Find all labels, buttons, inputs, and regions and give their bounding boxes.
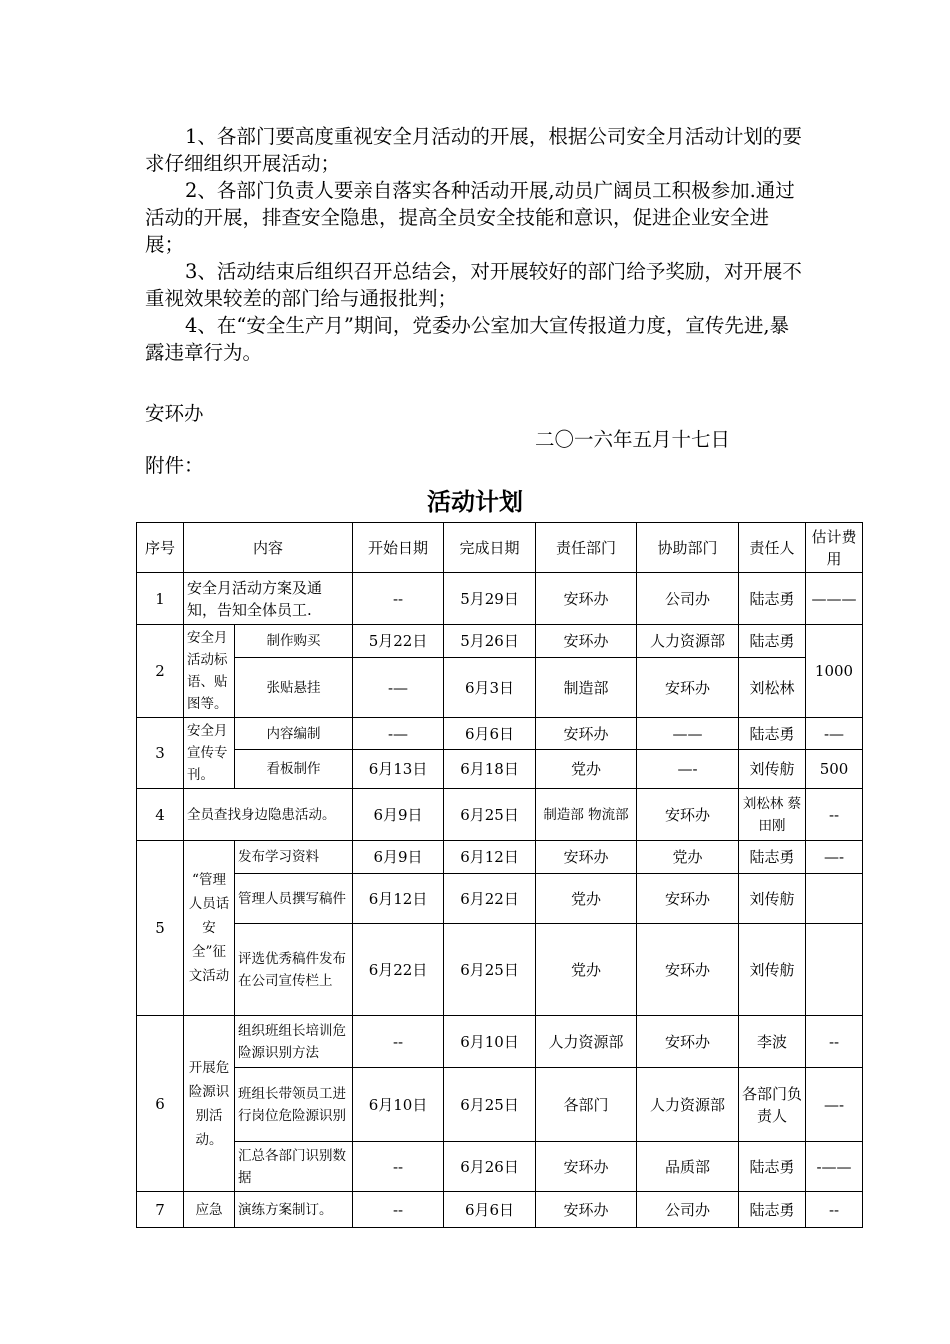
cell-resp-dept: 人力资源部 [536, 1016, 637, 1068]
cell-cost: 500 [806, 750, 863, 789]
cell-assist-dept: 安环办 [637, 658, 739, 718]
cell-person: 陆志勇 [739, 1142, 806, 1192]
paragraph-1: 1、各部门要高度重视安全月活动的开展，根据公司安全月活动计划的要求仔细组织开展活动； [145, 125, 802, 175]
cell-start: 6月9日 [353, 841, 444, 874]
cell-assist-dept: 安环办 [637, 874, 739, 924]
signature-dept: 安环办 [145, 402, 204, 425]
cell-seq: 6 [137, 1016, 184, 1192]
cell-person: 刘传舫 [739, 924, 806, 1016]
cell-assist-dept: 人力资源部 [637, 1068, 739, 1142]
cell-start: -- [353, 1016, 444, 1068]
cell-assist-dept: 公司办 [637, 573, 739, 625]
cell-resp-dept: 党办 [536, 874, 637, 924]
cell-cost: ——— [806, 573, 863, 625]
cell-person: 各部门负责人 [739, 1068, 806, 1142]
cell-resp-dept: 安环办 [536, 718, 637, 750]
cell-seq: 5 [137, 841, 184, 1016]
table-row [137, 789, 863, 841]
cell-content: 安全月活动方案及通知，告知全体员工. [184, 573, 353, 625]
header-start: 开始日期 [353, 523, 444, 573]
cell-start: 6月10日 [353, 1068, 444, 1142]
cell-finish: 6月25日 [444, 924, 536, 1016]
table-row [137, 625, 863, 658]
cell-cost: -- [806, 789, 863, 841]
cell-resp-dept: 安环办 [536, 573, 637, 625]
table-row [137, 924, 863, 1016]
cell-resp-dept: 安环办 [536, 1192, 637, 1228]
table-row [137, 874, 863, 924]
cell-resp-dept: 安环办 [536, 1142, 637, 1192]
cell-finish: 5月29日 [444, 573, 536, 625]
header-finish: 完成日期 [444, 523, 536, 573]
cell-cost [806, 874, 863, 924]
table-row [137, 718, 863, 750]
cell-item: 组织班组长培训危险源识别方法 [235, 1016, 353, 1068]
cell-cost: -— [806, 718, 863, 750]
cell-finish: 6月3日 [444, 658, 536, 718]
cell-cost: -- [806, 1192, 863, 1228]
cell-seq: 4 [137, 789, 184, 841]
cell-assist-dept: 安环办 [637, 924, 739, 1016]
cell-start: -- [353, 1192, 444, 1228]
cell-assist-dept: 公司办 [637, 1192, 739, 1228]
cell-item: 发布学习资料 [235, 841, 353, 874]
header-seq: 序号 [137, 523, 184, 573]
cell-start: -— [353, 658, 444, 718]
cell-seq: 2 [137, 625, 184, 718]
cell-finish: 6月25日 [444, 1068, 536, 1142]
cell-content: 全员查找身边隐患活动。 [184, 789, 353, 841]
cell-assist-dept: 品质部 [637, 1142, 739, 1192]
cell-person: 陆志勇 [739, 718, 806, 750]
cell-item: 汇总各部门识别数据 [235, 1142, 353, 1192]
cell-start: 6月22日 [353, 924, 444, 1016]
table-row [137, 1068, 863, 1142]
cell-item: 张贴悬挂 [235, 658, 353, 718]
cell-start: 6月13日 [353, 750, 444, 789]
cell-resp-dept: 党办 [536, 924, 637, 1016]
cell-seq: 7 [137, 1192, 184, 1228]
table-row [137, 1192, 863, 1228]
cell-person: 刘传舫 [739, 874, 806, 924]
cell-finish: 6月10日 [444, 1016, 536, 1068]
cell-group: 安全月活动标语、贴图等。 [184, 625, 235, 718]
cell-resp-dept: 制造部 [536, 658, 637, 718]
cell-assist-dept: 党办 [637, 841, 739, 874]
cell-cost: -- [806, 1016, 863, 1068]
cell-seq: 3 [137, 718, 184, 789]
cell-start: 6月12日 [353, 874, 444, 924]
table-header-row [137, 523, 863, 573]
cell-cost: 1000 [806, 625, 863, 718]
cell-cost: —- [806, 1068, 863, 1142]
cell-person: 刘松林 蔡田刚 [739, 789, 806, 841]
cell-resp-dept: 安环办 [536, 841, 637, 874]
header-person: 责任人 [739, 523, 806, 573]
cell-finish: 6月6日 [444, 1192, 536, 1228]
cell-start: -— [353, 718, 444, 750]
cell-finish: 6月26日 [444, 1142, 536, 1192]
cell-resp-dept: 各部门 [536, 1068, 637, 1142]
table-row [137, 573, 863, 625]
cell-assist-dept: —— [637, 718, 739, 750]
cell-item: 内容编制 [235, 718, 353, 750]
cell-item: 制作购买 [235, 625, 353, 658]
cell-cost: -—— [806, 1142, 863, 1192]
table-row [137, 841, 863, 874]
cell-assist-dept: 安环办 [637, 1016, 739, 1068]
header-assist-dept: 协助部门 [637, 523, 739, 573]
cell-person: 陆志勇 [739, 1192, 806, 1228]
cell-group: 开展危险源识别活动。 [184, 1016, 235, 1192]
cell-group: “管理人员话安全”征文活动 [184, 841, 235, 1016]
cell-item: 看板制作 [235, 750, 353, 789]
cell-item: 演练方案制订。 [235, 1192, 353, 1228]
cell-finish: 5月26日 [444, 625, 536, 658]
cell-finish: 6月12日 [444, 841, 536, 874]
cell-finish: 6月6日 [444, 718, 536, 750]
cell-resp-dept: 制造部 物流部 [536, 789, 637, 841]
cell-assist-dept: 安环办 [637, 789, 739, 841]
cell-cost: —- [806, 841, 863, 874]
table-row [137, 750, 863, 789]
attachment-label: 附件： [145, 454, 204, 477]
cell-group: 应急 [184, 1192, 235, 1228]
paragraph-2: 2、各部门负责人要亲自落实各种活动开展,动员广阔员工积极参加.通过活动的开展，排查安全隐患，提高全员安全技能和意识，促进企业安全进展； [145, 179, 795, 256]
cell-cost [806, 924, 863, 1016]
table-row [137, 1142, 863, 1192]
cell-finish: 6月18日 [444, 750, 536, 789]
cell-person: 陆志勇 [739, 625, 806, 658]
header-cost: 估计费用 [806, 523, 863, 573]
cell-group: 安全月宣传专刊。 [184, 718, 235, 789]
cell-assist-dept: —- [637, 750, 739, 789]
plan-title: 活动计划 [427, 488, 523, 516]
cell-start: -- [353, 573, 444, 625]
cell-start: -- [353, 1142, 444, 1192]
paragraph-3: 3、活动结束后组织召开总结会，对开展较好的部门给予奖励，对开展不重视效果较差的部门给与通报批判； [145, 260, 802, 310]
cell-assist-dept: 人力资源部 [637, 625, 739, 658]
cell-seq: 1 [137, 573, 184, 625]
cell-person: 刘松林 [739, 658, 806, 718]
cell-item: 评选优秀稿件发布在公司宣传栏上 [235, 924, 353, 1016]
activity-plan-table [136, 522, 863, 1228]
table-row [137, 658, 863, 718]
cell-person: 刘传舫 [739, 750, 806, 789]
cell-person: 李波 [739, 1016, 806, 1068]
header-content: 内容 [184, 523, 353, 573]
header-resp-dept: 责任部门 [536, 523, 637, 573]
cell-resp-dept: 党办 [536, 750, 637, 789]
cell-person: 陆志勇 [739, 573, 806, 625]
cell-finish: 6月22日 [444, 874, 536, 924]
signature-date: 二〇一六年五月十七日 [535, 428, 731, 451]
cell-start: 5月22日 [353, 625, 444, 658]
table-row [137, 1016, 863, 1068]
cell-resp-dept: 安环办 [536, 625, 637, 658]
cell-item: 管理人员撰写稿件 [235, 874, 353, 924]
cell-finish: 6月25日 [444, 789, 536, 841]
cell-person: 陆志勇 [739, 841, 806, 874]
paragraph-4: 4、在“安全生产月”期间，党委办公室加大宣传报道力度，宣传先进,暴露违章行为。 [145, 314, 790, 364]
cell-start: 6月9日 [353, 789, 444, 841]
cell-item: 班组长带领员工进行岗位危险源识别 [235, 1068, 353, 1142]
